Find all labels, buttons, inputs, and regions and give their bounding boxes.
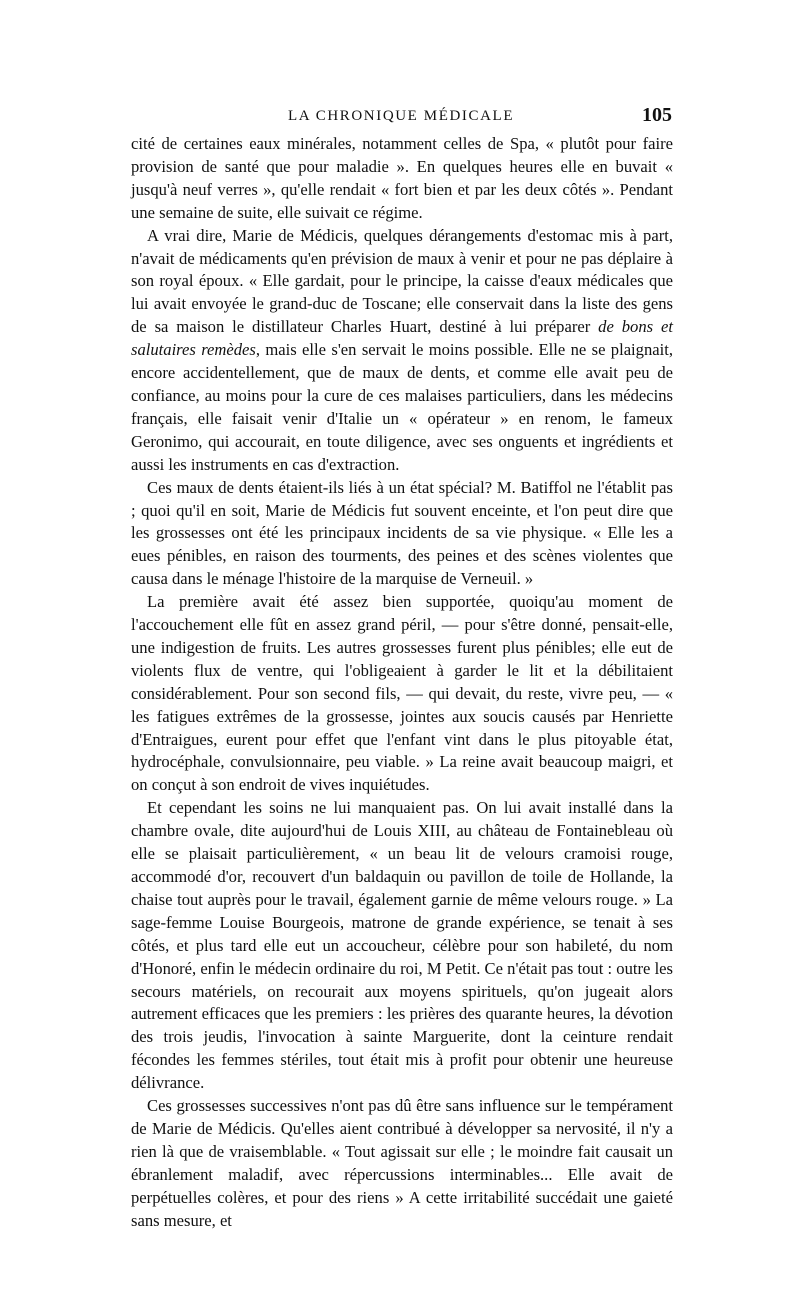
italic-phrase: de bons et salutaires remèdes bbox=[131, 317, 673, 360]
body-text bbox=[131, 133, 673, 1233]
text-run: Ces maux de dents étaient-ils liés à un état spécial? M. Batiffol ne l'établit pas ; quoi qu'il en soit, Marie de Médicis fut souvent enceinte, et l'on peut dire que les grossesses ont été les principaux incidents de sa vie physique. « Elle les a eues pénibles, en raison des tourments, des peines et des scènes violentes que causa dans le ménage l'histoire de la marquise de Verneuil. » bbox=[131, 477, 673, 589]
paragraph bbox=[131, 477, 673, 592]
paragraph bbox=[131, 591, 673, 797]
page-header bbox=[128, 104, 672, 134]
text-run: , mais elle s'en servait le moins possible. Elle ne se plaignait, encore accidentellement, que de maux de dents, et comme elle avait peu de confiance, au moins pour la cure de ces malaises particuliers, dans les médecins français, elle faisait venir d'Italie un « opérateur » en renom, le fameux Geronimo, qui accourait, en toute diligence, avec ses onguents et ingrédients et aussi les instruments en cas d'extraction. bbox=[131, 340, 673, 474]
text-run: Ces grossesses successives n'ont pas dû être sans influence sur le tempérament de Marie de Médicis. Qu'elles aient contribué à développer sa nervosité, il n'y a rien là que de vraisemblable. « Tout agissait sur elle ; le moindre fait causait un ébranlement maladif, avec répercussions interminables... Elle avait de perpétuelles colères, et pour des riens » A cette irritabilité succédait une gaieté sans mesure, et bbox=[131, 1096, 673, 1230]
text-run: cité de certaines eaux minérales, notamment celles de Spa, « plutôt pour faire provision de santé que pour maladie ». En quelques heures elle en buvait « jusqu'à neuf verres », qu'elle rendait « fort bien et par les deux côtés ». Pendant une semaine de suite, elle suivait ce régime. bbox=[131, 134, 673, 222]
text-run: A vrai dire, Marie de Médicis, quelques dérangements d'estomac mis à part, n'avait de médicaments qu'en prévision de maux à venir et pour ne pas déplaire à son royal époux. « Elle gardait, pour le principe, la caisse d'eaux médicales que lui avait envoyée le grand-duc de Toscane; elle conservait dans la liste des gens de sa maison le distillateur Charles Huart, destiné à lui préparer bbox=[131, 225, 673, 337]
paragraph bbox=[131, 133, 673, 225]
running-head-title: LA CHRONIQUE MÉDICALE bbox=[288, 108, 515, 124]
text-run: La première avait été assez bien supportée, quoiqu'au moment de l'accouchement elle fût en assez grand péril, — pour s'être donné, pensait-elle, une indigestion de fruits. Les autres grossesses furent plus pénibles; elle eut de violents flux de ventre, qui l'obligeaient à garder le lit et la débilitaient considérablement. Pour son second fils, — qui devait, du reste, vivre peu, — « les fatigues extrêmes de la grossesse, jointes aux soucis causés par Henriette d'Entraigues, eurent pour effet que l'enfant vint dans le plus pitoyable état, hydrocéphale, convulsionnaire, peu viable. » La reine avait beaucoup maigri, et on conçut à son endroit de vives inquiétudes. bbox=[131, 592, 673, 795]
page-number: 105 bbox=[642, 104, 672, 126]
paragraph bbox=[131, 225, 673, 477]
paragraph bbox=[131, 1095, 673, 1232]
paragraph bbox=[131, 797, 673, 1095]
text-run: Et cependant les soins ne lui manquaient pas. On lui avait installé dans la chambre ovale, dite aujourd'hui de Louis XIII, au château de Fontainebleau où elle se plaisait particulièrement, « un beau lit de velours cramoisi rouge, accommodé d'or, recouvert d'un baldaquin ou pavillon de toile de Hollande, la chaise tout auprès pour le travail, également garnie de même velours rouge. » La sage-femme Louise Bourgeois, matrone de grande expérience, se tenait à ses côtés, et plus tard elle eut un accoucheur, célèbre pour son habileté, du nom d'Honoré, enfin le médecin ordinaire du roi, M Petit. Ce n'était pas tout : outre les secours matériels, on recourait aux moyens spirituels, qu'on jugeait alors autrement efficaces que les premiers : les prières des quarante heures, la dévotion des trois jeudis, l'invocation à sainte Marguerite, dont la ceinture rendait fécondes les femmes stériles, tout était mis à profit pour obtenir une heureuse délivrance. bbox=[131, 798, 673, 1093]
